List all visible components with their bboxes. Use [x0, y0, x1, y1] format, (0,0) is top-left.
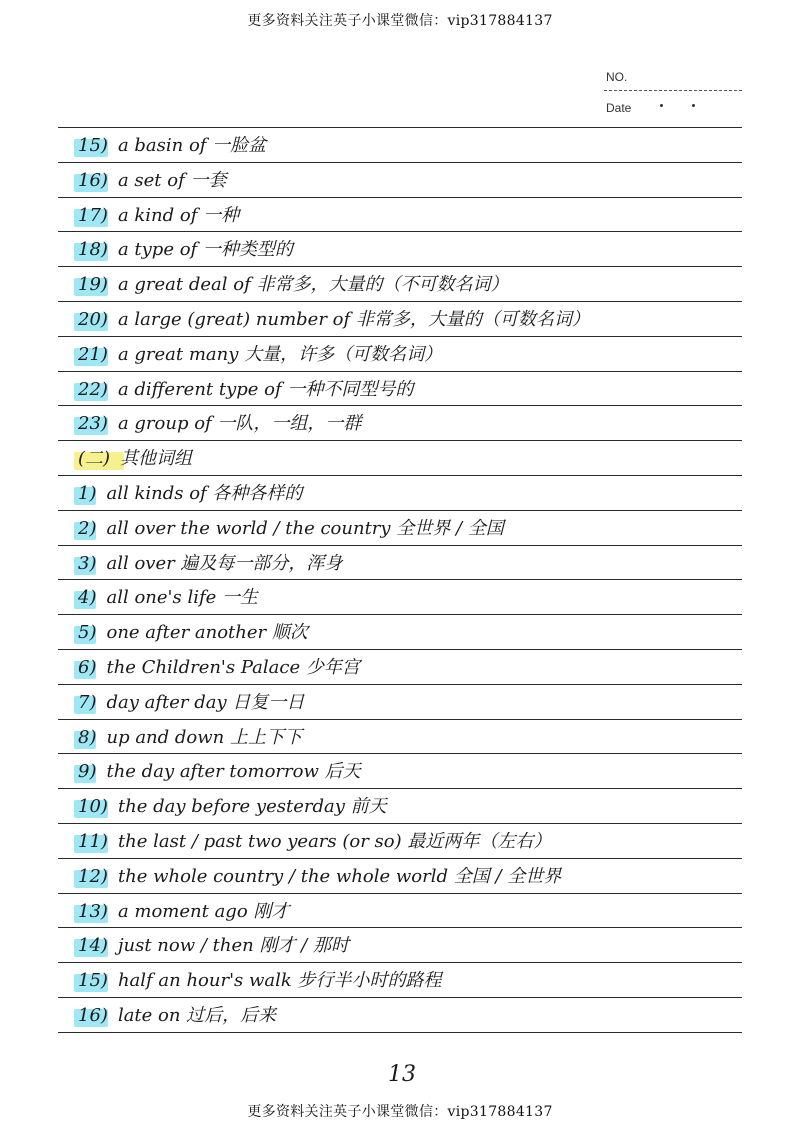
item-number: 16): [74, 166, 112, 196]
item-number: 13): [74, 897, 112, 927]
list-item: [74, 966, 734, 996]
list-item: [74, 1001, 734, 1031]
ruled-line: [58, 1032, 742, 1033]
item-text: the Children's Palace 少年宫: [106, 657, 360, 678]
item-text: day after day 日复一日: [106, 692, 305, 713]
item-text: just now / then 刚才 / 那时: [117, 935, 349, 956]
list-item: [74, 931, 734, 961]
item-text: a type of 一种类型的: [117, 239, 293, 260]
watermark-top: 更多资料关注英子小课堂微信：vip317884137: [247, 13, 553, 29]
item-text: a moment ago 刚才: [117, 901, 290, 922]
item-text: late on 过后，后来: [117, 1005, 277, 1026]
ruled-line: [58, 440, 742, 441]
item-number: 3): [74, 549, 100, 579]
item-text: a great deal of 非常多，大量的（不可数名词）: [117, 274, 509, 295]
ruled-line: [58, 962, 742, 963]
item-number: 23): [74, 409, 112, 439]
item-number: 7): [74, 688, 100, 718]
item-number: 1): [74, 479, 100, 509]
ruled-line: [58, 127, 742, 128]
item-text: all kinds of 各种各样的: [106, 483, 303, 504]
list-item: [74, 270, 734, 300]
item-number: 6): [74, 653, 100, 683]
item-number: 17): [74, 201, 112, 231]
item-text: all over the world / the country 全世界 / 全国: [106, 518, 504, 539]
item-text: 其他词组: [120, 448, 193, 469]
item-text: all one's life 一生: [106, 587, 258, 608]
item-text: the whole country / the whole world 全国 / 全世界: [117, 866, 562, 887]
ruled-line: [58, 579, 742, 580]
ruled-line: [58, 927, 742, 928]
ruled-line: [58, 475, 742, 476]
item-number: 16): [74, 1001, 112, 1031]
list-item: [74, 618, 734, 648]
item-text: the last / past two years (or so) 最近两年（左右）: [117, 831, 552, 852]
item-number: 19): [74, 270, 112, 300]
item-number: 15): [74, 966, 112, 996]
section-heading: [74, 444, 734, 474]
ruled-line: [58, 893, 742, 894]
item-text: a different type of 一种不同型号的: [117, 379, 414, 400]
ruled-line: [58, 823, 742, 824]
no-dashed-line: [604, 90, 742, 91]
list-item: [74, 375, 734, 405]
ruled-line: [58, 858, 742, 859]
list-item: [74, 340, 734, 370]
item-number: 2): [74, 514, 100, 544]
list-item: [74, 653, 734, 683]
list-item: [74, 305, 734, 335]
item-number: 12): [74, 862, 112, 892]
ruled-line: [58, 649, 742, 650]
item-text: one after another 顺次: [106, 622, 308, 643]
list-item: [74, 897, 734, 927]
list-item: [74, 862, 734, 892]
list-item: [74, 792, 734, 822]
ruled-line: [58, 719, 742, 720]
page-number: 13: [388, 1062, 416, 1087]
item-number: 18): [74, 235, 112, 265]
date-dot: [692, 104, 695, 107]
ruled-line: [58, 788, 742, 789]
item-text: a group of 一队，一组，一群: [117, 413, 362, 434]
list-item: [74, 549, 734, 579]
ruled-line: [58, 162, 742, 163]
list-item: [74, 723, 734, 753]
list-item: [74, 583, 734, 613]
item-text: all over 遍及每一部分，浑身: [106, 553, 343, 574]
ruled-line: [58, 753, 742, 754]
list-item: [74, 514, 734, 544]
item-number: 10): [74, 792, 112, 822]
ruled-line: [58, 266, 742, 267]
date-label: Date: [606, 101, 632, 115]
ruled-line: [58, 997, 742, 998]
date-dot: [660, 104, 663, 107]
ruled-line: [58, 545, 742, 546]
ruled-line: [58, 405, 742, 406]
ruled-line: [58, 684, 742, 685]
ruled-line: [58, 336, 742, 337]
list-item: [74, 235, 734, 265]
item-number: 9): [74, 757, 100, 787]
no-label: NO.: [606, 70, 628, 84]
item-number: 21): [74, 340, 112, 370]
item-text: the day before yesterday 前天: [117, 796, 387, 817]
ruled-line: [58, 301, 742, 302]
list-item: [74, 409, 734, 439]
item-text: a great many 大量，许多（可数名词）: [117, 344, 443, 365]
item-text: half an hour's walk 步行半小时的路程: [117, 970, 442, 991]
item-number: 15): [74, 131, 112, 161]
list-item: [74, 827, 734, 857]
item-number: 14): [74, 931, 112, 961]
item-number: 11): [74, 827, 112, 857]
item-number: 8): [74, 723, 100, 753]
item-text: up and down 上上下下: [106, 727, 302, 748]
ruled-line: [58, 231, 742, 232]
item-text: a large (great) number of 非常多，大量的（可数名词）: [117, 309, 590, 330]
list-item: [74, 201, 734, 231]
item-text: the day after tomorrow 后天: [106, 761, 361, 782]
ruled-line: [58, 510, 742, 511]
list-item: [74, 479, 734, 509]
watermark-bottom: 更多资料关注英子小课堂微信：vip317884137: [247, 1104, 553, 1120]
item-number: 5): [74, 618, 100, 648]
item-number: 22): [74, 375, 112, 405]
list-item: [74, 688, 734, 718]
list-item: [74, 131, 734, 161]
item-text: a set of 一套: [117, 170, 227, 191]
ruled-line: [58, 371, 742, 372]
list-item: [74, 166, 734, 196]
list-item: [74, 757, 734, 787]
ruled-line: [58, 197, 742, 198]
item-number: (二): [74, 444, 114, 474]
item-number: 20): [74, 305, 112, 335]
item-text: a basin of 一脸盆: [117, 135, 267, 156]
item-number: 4): [74, 583, 100, 613]
item-text: a kind of 一种: [117, 205, 240, 226]
ruled-line: [58, 614, 742, 615]
